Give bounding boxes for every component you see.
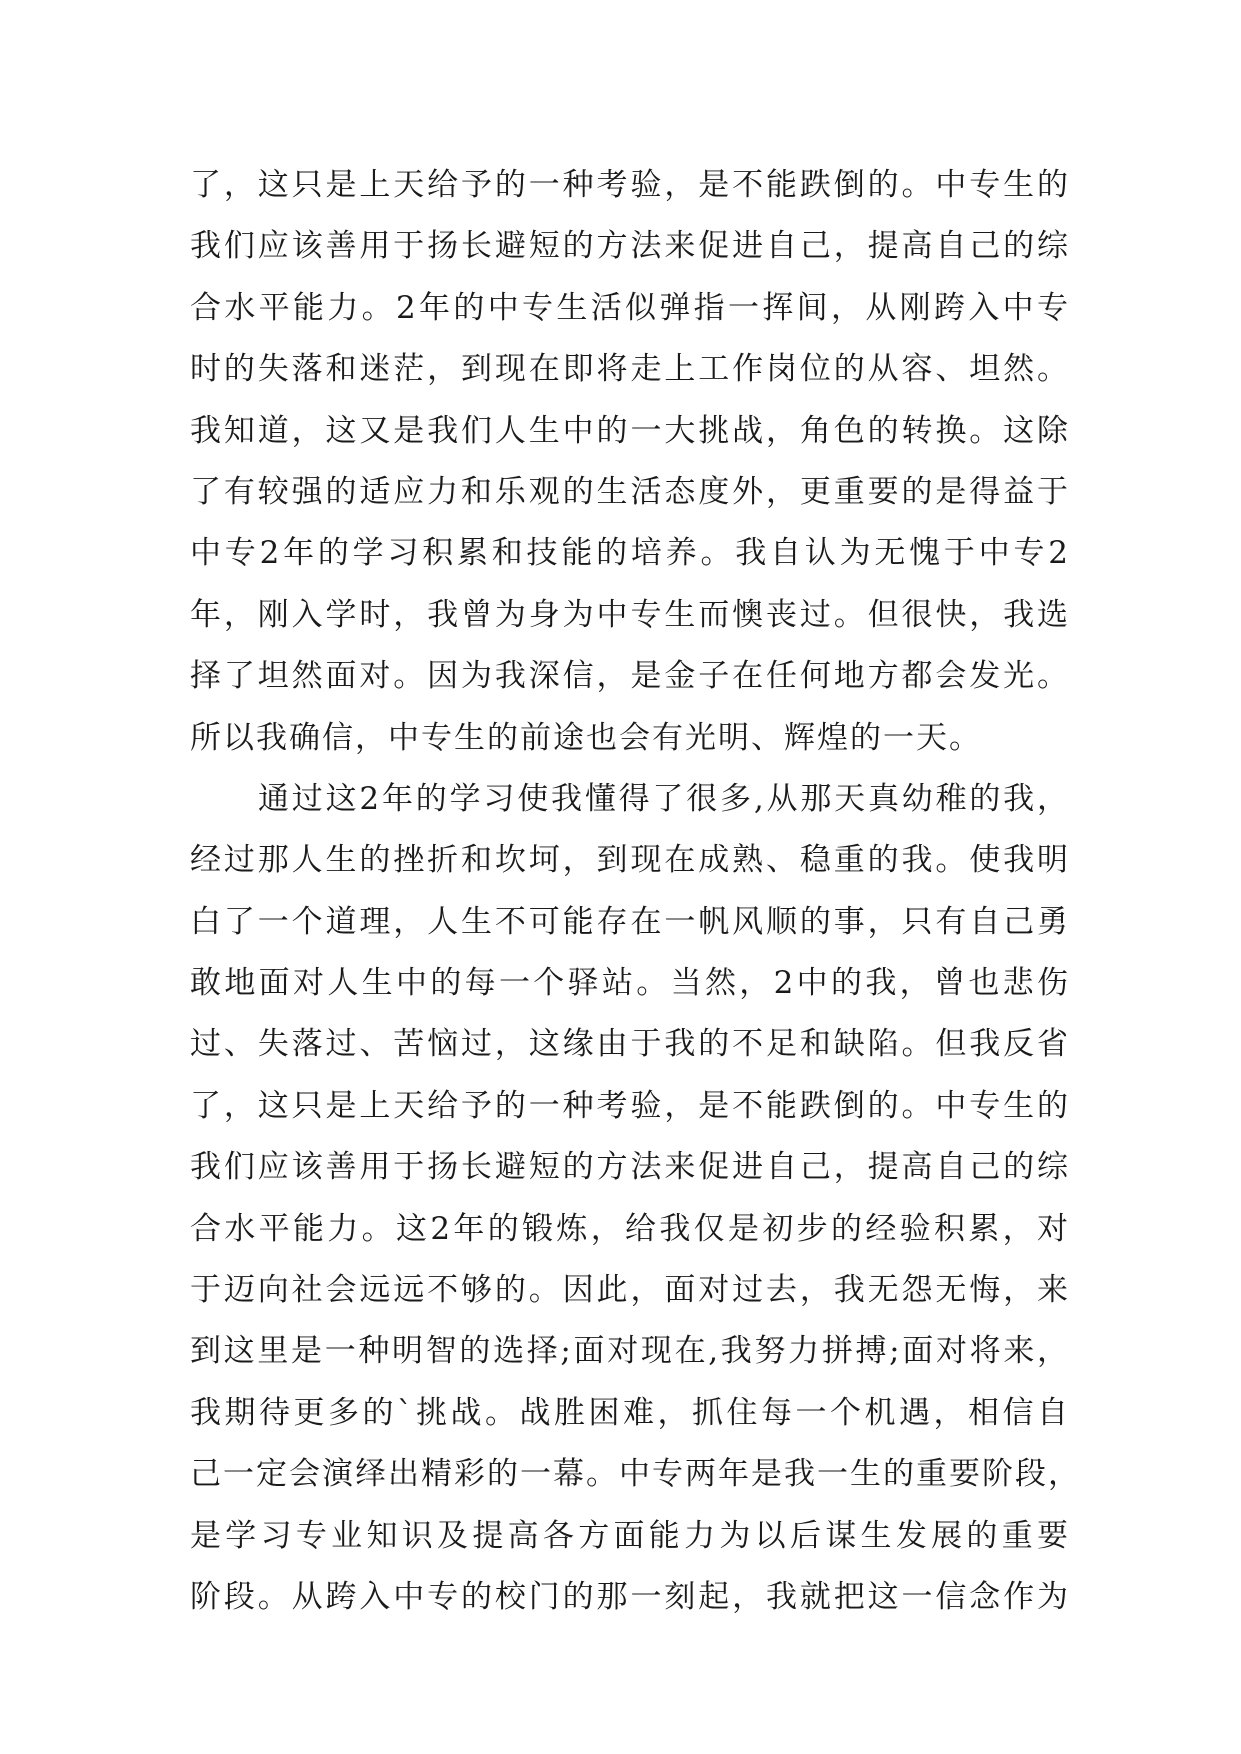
- text-line: 经过那人生的挫折和坎坷，到现在成熟、稳重的我。使我明: [190, 842, 1070, 879]
- text-line: 合水平能力。这2年的锻炼，给我仅是初步的经验积累，对: [190, 1210, 1070, 1247]
- text-line: 阶段。从跨入中专的校门的那一刻起，我就把这一信念作为: [190, 1578, 1070, 1615]
- text-line: 所以我确信，中专生的前途也会有光明、辉煌的一天。: [190, 719, 982, 756]
- text-line: 己一定会演绎出精彩的一幕。中专两年是我一生的重要阶段，: [190, 1456, 1081, 1493]
- text-line: 了，这只是上天给予的一种考验，是不能跌倒的。中专生的: [190, 1087, 1070, 1124]
- text-line: 了有较强的适应力和乐观的生活态度外，更重要的是得益于: [190, 473, 1070, 510]
- text-line: 中专2年的学习积累和技能的培养。我自认为无愧于中专2: [190, 535, 1070, 572]
- text-line: 了，这只是上天给予的一种考验，是不能跌倒的。中专生的: [190, 167, 1070, 203]
- body-text: [190, 155, 1081, 1628]
- text-line: 敢地面对人生中的每一个驿站。当然，2中的我，曾也悲伤: [190, 965, 1070, 1002]
- text-line: 到这里是一种明智的选择;面对现在,我努力拼搏;面对将来，: [190, 1333, 1070, 1370]
- text-line: 是学习专业知识及提高各方面能力为以后谋生发展的重要: [190, 1517, 1070, 1554]
- text-line: 于迈向社会远远不够的。因此，面对过去，我无怨无悔，来: [190, 1272, 1070, 1309]
- text-line: 我期待更多的`挑战。战胜困难，抓住每一个机遇，相信自: [190, 1394, 1070, 1431]
- text-line: 我们应该善用于扬长避短的方法来促进自己，提高自己的综: [190, 228, 1070, 265]
- text-line: 通过这2年的学习使我懂得了很多,从那天真幼稚的我，: [258, 780, 1070, 817]
- text-line: 过、失落过、苦恼过，这缘由于我的不足和缺陷。但我反省: [190, 1026, 1070, 1063]
- text-line: 我们应该善用于扬长避短的方法来促进自己，提高自己的综: [190, 1149, 1070, 1186]
- text-line: 合水平能力。2年的中专生活似弹指一挥间，从刚跨入中专: [190, 289, 1070, 326]
- text-line: 时的失落和迷茫，到现在即将走上工作岗位的从容、坦然。: [190, 351, 1070, 388]
- text-line: 择了坦然面对。因为我深信，是金子在任何地方都会发光。: [190, 658, 1070, 695]
- text-line: 白了一个道理，人生不可能存在一帆风顺的事，只有自己勇: [190, 903, 1070, 940]
- text-line: 我知道，这又是我们人生中的一大挑战，角色的转换。这除: [190, 412, 1070, 449]
- text-line: 年，刚入学时，我曾为身为中专生而懊丧过。但很快，我选: [190, 596, 1070, 633]
